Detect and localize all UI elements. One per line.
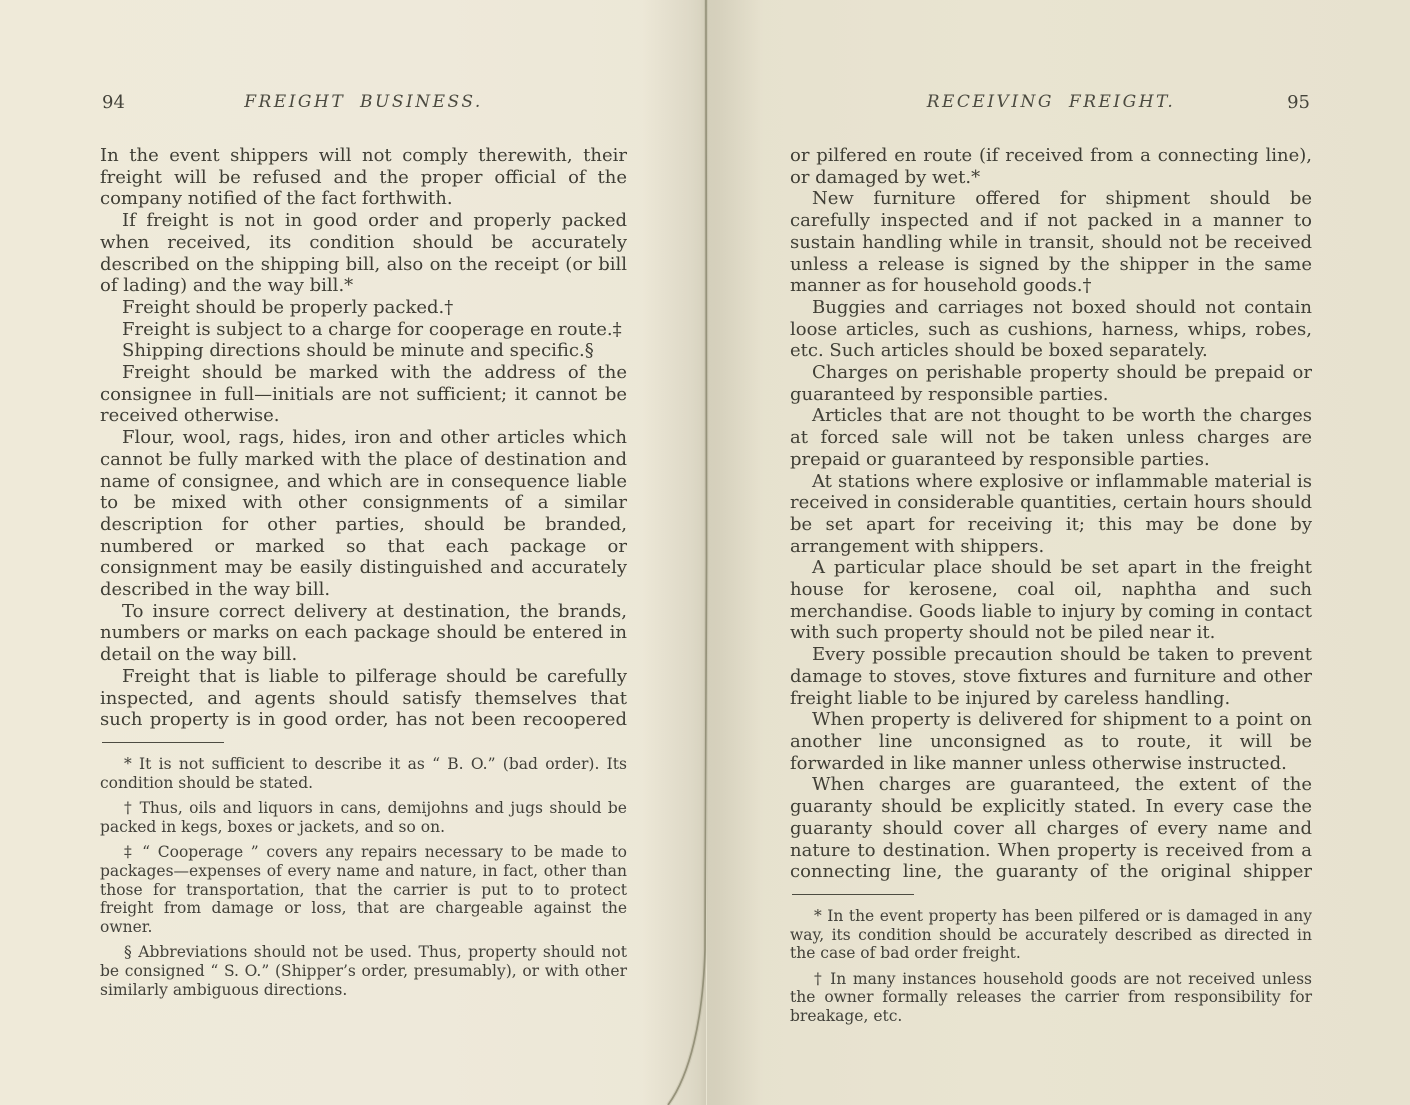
binding-shadow-right	[707, 0, 763, 1105]
paragraph: or pilfered en route (if received from a connecting line), or damaged by wet.*	[790, 145, 1312, 188]
paragraph: To insure correct delivery at destination, the brands, numbers or marks on each package should be entered in detail on the way bill.	[100, 600, 627, 666]
binding-shadow-left	[642, 0, 706, 1105]
paragraph: Buggies and carriages not boxed should not contain loose articles, such as cushions, harness, whips, robes, etc. Such articles should be boxed separately.	[790, 296, 1312, 362]
paragraph: When property is delivered for shipment to a point on another line unconsigned as to route, it will be forwarded in like manner unless otherwise instructed.	[790, 709, 1312, 774]
paragraph: Freight should be marked with the address of the consignee in full—initials are not sufficient; it cannot be received otherwise.	[100, 362, 627, 427]
paragraph: A particular place should be set apart in the freight house for kerosene, coal oil, naphtha and such merchandise. Goods liable to injury by coming in contact with such property should not be piled near it.	[790, 557, 1312, 644]
paragraph: Shipping directions should be minute and specific.§	[122, 340, 594, 362]
footnote: § Abbreviations should not be used. Thus, property should not be consigned “ S. O.” (Shipper’s order, presumably), or with other similarly ambiguous directions.	[100, 943, 627, 999]
right-page	[790, 92, 1312, 1032]
paragraph: Charges on perishable property should be prepaid or guaranteed by responsible parties.	[790, 362, 1312, 405]
paragraph: Freight should be properly packed.†	[122, 296, 454, 318]
paragraph: At stations where explosive or inflammable material is received in considerable quantities, certain hours should be set apart for receiving it; this may be done by arrangement with shippers.	[790, 470, 1312, 557]
paragraph: Articles that are not thought to be worth the charges at forced sale will not be taken unless charges are prepaid or guaranteed by responsible parties.	[790, 405, 1312, 470]
footnote: * It is not sufficient to describe it as “ B. O.” (bad order). Its condition should be stated.	[100, 754, 627, 792]
paragraph: Freight is subject to a charge for cooperage en route.‡	[122, 318, 622, 340]
paragraph: In the event shippers will not comply therewith, their freight will be refused and the proper official of the company notified of the fact forthwith.	[100, 145, 627, 210]
paragraph: Freight that is liable to pilferage should be carefully inspected, and agents should satisfy themselves that such property is in good order, has not been recoopered	[100, 665, 627, 731]
paragraph: When charges are guaranteed, the extent of the guaranty should be explicitly stated. In every case the guaranty should cover all charges of every name and nature to destination. When property is received from a connecting line, the guaranty of the original shipper	[790, 774, 1312, 883]
right-page-header	[790, 92, 1312, 116]
paragraph: If freight is not in good order and properly packed when received, its condition should be accurately described on the shipping bill, also on the receipt (or bill of lading) and the way bill.*	[100, 210, 627, 297]
footnote: * In the event property has been pilfered or is damaged in any way, its condition should be accurately described as directed in the case of bad order freight.	[790, 906, 1312, 963]
right-footnotes	[790, 907, 1312, 1026]
footnote-rule	[792, 894, 914, 895]
footnote-rule	[102, 742, 224, 743]
left-running-head: FREIGHT BUSINESS.	[244, 92, 483, 112]
left-page-header	[100, 92, 627, 116]
left-page	[100, 92, 627, 1006]
right-page-number: 95	[1287, 92, 1310, 113]
footnote: † In many instances household goods are not received unless the owner formally releases the carrier from responsibility for breakage, etc.	[790, 969, 1312, 1025]
paragraph: Every possible precaution should be taken to prevent damage to stoves, stove fixtures and furniture and other freight liable to be injured by careless handling.	[790, 644, 1312, 709]
left-footnotes	[100, 755, 627, 999]
footnote: † Thus, oils and liquors in cans, demijohns and jugs should be packed in kegs, boxes or jackets, and so on.	[100, 799, 627, 836]
right-running-head: RECEIVING FREIGHT.	[926, 92, 1176, 112]
paragraph: New furniture offered for shipment should be carefully inspected and if not packed in a manner to sustain handling while in transit, should not be received unless a release is signed by the shipper in the same manner as for household goods.†	[790, 188, 1312, 297]
right-body-text	[790, 145, 1312, 883]
paragraph: Flour, wool, rags, hides, iron and other articles which cannot be fully marked with the place of destination and name of consignee, and which are in consequence liable to be mixed with other consignments of a similar description for other parties, should be branded, numbered or marked so that each package or consignment may be easily distinguished and accurately described in the way bill.	[100, 427, 627, 601]
footnote: ‡ “ Cooperage ” covers any repairs necessary to be made to packages—expenses of every name and nature, in fact, other than those for transportation, that the carrier is put to to protect freight from damage or loss, that are chargeable against the owner.	[100, 843, 627, 936]
left-page-number: 94	[102, 92, 125, 113]
left-body-text	[100, 145, 627, 731]
